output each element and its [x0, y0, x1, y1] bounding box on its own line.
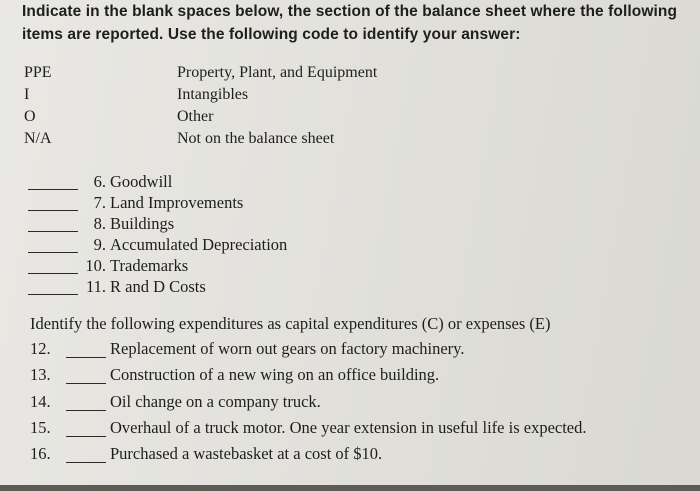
answer-blank[interactable] [66, 436, 106, 437]
item-label: Accumulated Depreciation [110, 235, 288, 254]
item-number: 6. [93, 172, 106, 191]
instructions-line-1: Indicate in the blank spaces below, the section of the balance sheet where the following [22, 3, 678, 20]
item-label: Trademarks [110, 256, 189, 275]
code-description: Property, Plant, and Equipment [177, 64, 378, 81]
item-number: 7. [93, 193, 106, 212]
item-label: Land Improvements [110, 193, 244, 212]
answer-blank[interactable] [28, 273, 78, 274]
answer-blank[interactable] [28, 252, 78, 253]
answer-blank[interactable] [28, 210, 78, 211]
expenditure-text: Oil change on a company truck. [110, 392, 321, 411]
code-abbreviation: I [24, 86, 30, 103]
expenditure-text: Purchased a wastebasket at a cost of $10. [110, 444, 383, 463]
code-abbreviation: PPE [24, 64, 52, 81]
code-description: Not on the balance sheet [177, 130, 335, 147]
expenditure-text: Replacement of worn out gears on factory machinery. [110, 339, 465, 358]
code-abbreviation: N/A [24, 130, 52, 147]
instructions-line-2: items are reported. Use the following code to identify your answer: [22, 26, 521, 43]
page-edge [0, 485, 700, 491]
answer-blank[interactable] [28, 231, 78, 232]
item-label: Buildings [110, 214, 175, 233]
item-number: 9. [93, 235, 106, 254]
item-number: 10. [85, 256, 106, 275]
item-number: 8. [93, 214, 106, 233]
expenditure-text: Overhaul of a truck motor. One year extension in useful life is expected. [110, 418, 587, 437]
answer-blank[interactable] [66, 462, 106, 463]
code-description: Other [177, 108, 214, 125]
expenditures-heading: Identify the following expenditures as capital expenditures (C) or expenses (E) [30, 314, 551, 333]
answer-blank[interactable] [66, 357, 106, 358]
item-number: 12. [30, 339, 51, 358]
answer-blank[interactable] [66, 410, 106, 411]
item-number: 15. [30, 418, 51, 437]
item-number: 16. [30, 444, 51, 463]
item-number: 14. [30, 392, 51, 411]
code-description: Intangibles [177, 86, 249, 103]
item-label: R and D Costs [110, 277, 206, 296]
code-abbreviation: O [24, 108, 36, 125]
expenditure-text: Construction of a new wing on an office building. [110, 365, 440, 384]
item-number: 11. [85, 277, 106, 296]
item-number: 13. [30, 365, 51, 384]
instructions-heading [22, 0, 698, 46]
answer-blank[interactable] [28, 189, 78, 190]
answer-blank[interactable] [66, 383, 106, 384]
item-label: Goodwill [110, 172, 173, 191]
answer-blank[interactable] [28, 294, 78, 295]
